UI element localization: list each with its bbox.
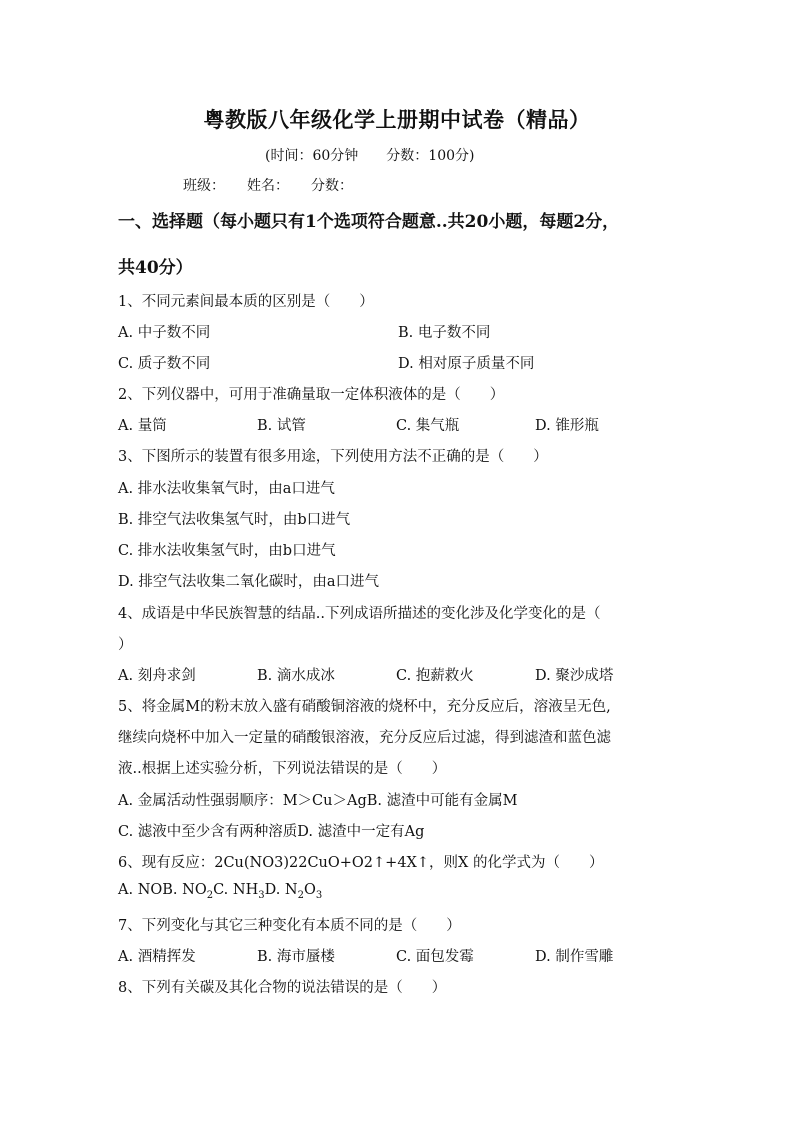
question-4-stem-line2: ） (118, 637, 133, 653)
option-d: D. 制作雪雕 (535, 949, 614, 965)
question-2-options (118, 414, 674, 435)
section-heading-line2: 共40分） (118, 258, 193, 278)
subscript: 2 (297, 889, 304, 901)
question-5-stem-line2: 继续向烧杯中加入一定量的硝酸银溶液，充分反应后过滤，得到滤渣和蓝色滤 (118, 730, 611, 746)
question-4-stem-line1: 4、成语是中华民族智慧的结晶..下列成语所描述的变化涉及化学变化的是（ (118, 606, 601, 622)
question-4-options (118, 664, 674, 685)
option-a: A. 中子数不同 (118, 325, 211, 341)
exam-subtitle (265, 145, 502, 165)
option-d: D. 相对原子质量不同 (398, 356, 535, 372)
option-b: B. 试管 (257, 418, 306, 434)
option-c: C. 面包发霉 (396, 949, 474, 965)
question-6-options (118, 882, 322, 901)
question-5-stem-line3: 液..根据上述实验分析，下列说法错误的是（ ） (118, 761, 447, 777)
exam-time: (时间：60分钟 (265, 148, 359, 164)
question-3-option-b: B. 排空气法收集氢气时，由b口进气 (118, 512, 351, 528)
student-info (183, 175, 375, 195)
section-heading (118, 202, 678, 288)
exam-score: 分数：100分) (386, 148, 475, 164)
question-3-stem: 3、下图所示的装置有很多用途，下列使用方法不正确的是（ ） (118, 449, 548, 465)
score-label: 分数： (311, 178, 353, 194)
option-c: C. 质子数不同 (118, 356, 211, 372)
option-a: A. 酒精挥发 (118, 949, 196, 965)
option-d-text-2: O (304, 882, 316, 898)
option-b: B. 滴水成冰 (257, 668, 335, 684)
option-a: A. 刻舟求剑 (118, 668, 196, 684)
question-1-options-cd (118, 352, 678, 373)
question-3-option-c: C. 排水法收集氢气时，由b口进气 (118, 543, 336, 559)
question-3-option-d: D. 排空气法收集二氧化碳时，由a口进气 (118, 574, 379, 590)
option-d: D. 锥形瓶 (535, 418, 599, 434)
question-7-stem: 7、下列变化与其它三种变化有本质不同的是（ ） (118, 918, 461, 934)
question-1-stem: 1、不同元素间最本质的区别是（ ） (118, 294, 374, 310)
subscript: 3 (315, 889, 323, 901)
subscript: 2 (206, 889, 214, 901)
question-6-stem: 6、现有反应：2Cu(NO3)22CuO+O2↑+4X↑，则X 的化学式为（ ） (118, 855, 604, 871)
option-b: B. 电子数不同 (398, 325, 491, 341)
option-c: C. 抱薪救火 (396, 668, 474, 684)
question-5-stem-line1: 5、将金属M的粉末放入盛有硝酸铜溶液的烧杯中，充分反应后，溶液呈无色, (118, 699, 611, 715)
section-heading-line1: 一、选择题（每小题只有1个选项符合题意..共20小题，每题2分， (118, 212, 620, 232)
question-2-stem: 2、下列仪器中，可用于准确量取一定体积液体的是（ ） (118, 387, 505, 403)
question-5-options-cd: C. 滤液中至少含有两种溶质D. 滤渣中一定有Ag (118, 824, 425, 840)
class-label: 班级： (183, 178, 225, 194)
page-title: 粤教版八年级化学上册期中试卷（精品） (203, 107, 591, 132)
question-3-option-a: A. 排水法收集氧气时，由a口进气 (118, 481, 335, 497)
option-b: B. 海市蜃楼 (257, 949, 335, 965)
question-1-options-ab (118, 321, 678, 342)
option-c-text: C. NH (213, 882, 259, 898)
option-d-text: D. N (264, 882, 298, 898)
option-a: A. 量筒 (118, 418, 167, 434)
option-d: D. 聚沙成塔 (535, 668, 614, 684)
question-7-options (118, 945, 674, 966)
subscript: 3 (258, 889, 265, 901)
question-5-options-ab: A. 金属活动性强弱顺序：M＞Cu＞AgB. 滤渣中可能有金属M (118, 793, 518, 809)
option-ab-text: A. NOB. NO (118, 882, 207, 898)
question-8-stem: 8、下列有关碳及其化合物的说法错误的是（ ） (118, 980, 447, 996)
option-c: C. 集气瓶 (396, 418, 460, 434)
name-label: 姓名： (247, 178, 289, 194)
